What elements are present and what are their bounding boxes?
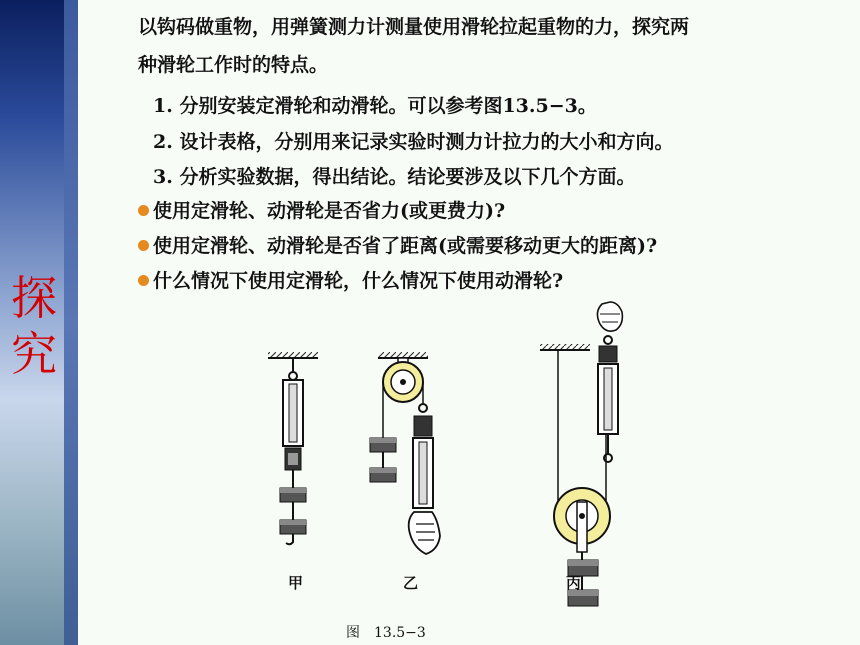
bullet-text: 什么情况下使用定滑轮，什么情况下使用动滑轮? xyxy=(153,270,564,292)
scale-top xyxy=(414,416,432,436)
bullet-dot-icon xyxy=(138,240,149,251)
bullet-item-3 xyxy=(138,266,848,293)
hook-icon xyxy=(419,404,427,412)
hook-icon xyxy=(604,454,612,462)
bullet-dot-icon xyxy=(138,275,149,286)
label-yi: 乙 xyxy=(403,574,419,592)
hand-icon xyxy=(409,512,440,554)
sidebar-stripe xyxy=(64,0,78,645)
setup-bing xyxy=(540,302,622,606)
sidebar xyxy=(0,0,64,645)
hook-icon xyxy=(289,372,297,380)
step-3: 3. 分析实验数据，得出结论。结论要涉及以下几个方面。 xyxy=(153,166,636,188)
label-bing: 丙 xyxy=(566,574,582,592)
step-1: 1. 分别安装定滑轮和动滑轮。可以参考图13.5−3。 xyxy=(153,95,597,117)
pulley-figure xyxy=(228,298,648,645)
hand-icon xyxy=(597,302,622,331)
step-2: 2. 设计表格，分别用来记录实验时测力计拉力的大小和方向。 xyxy=(153,131,674,153)
intro-line-2: 种滑轮工作时的特点。 xyxy=(138,54,329,76)
setup-jia xyxy=(268,352,318,592)
content-area xyxy=(78,0,860,645)
bullet-text: 使用定滑轮、动滑轮是否省力(或更费力)? xyxy=(153,200,506,222)
bullet-dot-icon xyxy=(138,205,149,216)
bullet-text: 使用定滑轮、动滑轮是否省了距离(或需要移动更大的距离)? xyxy=(153,235,658,257)
intro-line-1: 以钩码做重物，用弹簧测力计测量使用滑轮拉起重物的力，探究两 xyxy=(138,16,690,38)
bullet-item-1 xyxy=(138,196,848,223)
bullet-item-2 xyxy=(138,231,848,258)
scale-top xyxy=(599,346,617,362)
label-jia: 甲 xyxy=(288,574,304,592)
sidebar-title: 探究 xyxy=(11,271,57,381)
setup-yi xyxy=(370,352,440,592)
figure-caption: 图 13.5−3 xyxy=(346,625,426,641)
hook-icon xyxy=(604,336,612,344)
